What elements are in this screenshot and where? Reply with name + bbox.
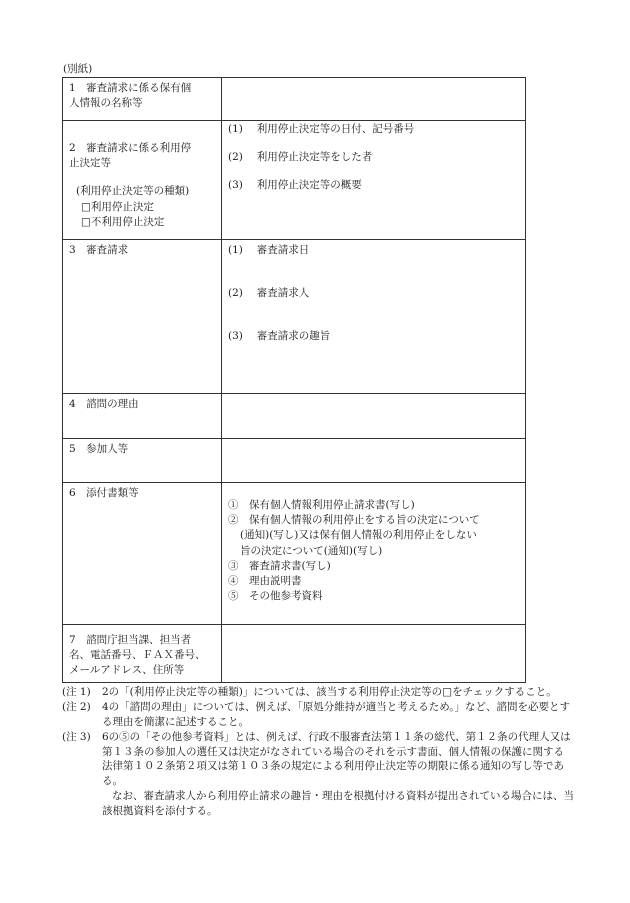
- row-2: [63, 121, 526, 240]
- item-decision-summary: (3) 利用停止決定等の概要: [228, 179, 362, 192]
- attachment-item-4: ④ 理由説明書: [228, 575, 302, 588]
- attachment-item-2: ② 保有個人情報の利用停止をする旨の決定について: [228, 514, 480, 527]
- item-requester: (2) 審査請求人: [228, 287, 310, 300]
- row-6: [63, 483, 526, 625]
- attachment-header: (別紙): [63, 63, 93, 75]
- item-request-purpose: (3) 審査請求の趣旨: [228, 330, 331, 343]
- row-3: [63, 240, 526, 394]
- row-3-content: [222, 240, 526, 394]
- row-7: [63, 625, 526, 683]
- row-4-label: 4 諮問の理由: [63, 394, 222, 439]
- attachment-item-2-cont: (通知)(写し)又は保有個人情報の利用停止をしない: [240, 529, 477, 542]
- row-5-content[interactable]: [222, 439, 526, 483]
- notes-section: [62, 685, 574, 818]
- row-1-label: 1 審査請求に係る保有個 人情報の名称等: [63, 78, 222, 121]
- attachment-item-5: ⑤ その他参考資料: [228, 590, 323, 603]
- attachment-item-2-cont2: 旨の決定について(通知)(写し): [240, 544, 383, 557]
- note-3: (注 3) 6の⑤の「その他参考資料」とは、例えば、行政不服審査法第１１条の総代、第１２条の代理人又は第１３条の参加人の選任又は決定がなされている場合のそれを示す書面、個人情報の保護に関する法律第１０２条第２項又は第１０３条の規定による利用停止決定等の期限に係る通知の写し等である。: [62, 731, 571, 787]
- attachment-item-3: ③ 審査請求書(写し): [228, 559, 331, 572]
- row-3-label: 3 審査請求: [63, 240, 222, 394]
- attachment-item-1: ① 保有個人情報利用停止請求書(写し): [228, 499, 415, 511]
- row-7-label: 7 諮問庁担当課、担当者 名、電話番号、ＦＡＸ番号、 メールアドレス、住所等: [63, 625, 222, 683]
- note-1: (注 1) 2の「(利用停止決定等の種類)」については、該当する利用停止決定等の□をチェックすること。: [62, 686, 557, 698]
- row-6-label: 6 添付書類等: [63, 483, 222, 625]
- row-2-content: [222, 121, 526, 240]
- note-3-additional: なお、審査請求人から利用停止請求の趣旨・理由を根拠付ける資料が提出されている場合には、当該根拠資料を添付する。: [102, 790, 574, 817]
- row-7-content[interactable]: [222, 625, 526, 683]
- row-4-content[interactable]: [222, 394, 526, 439]
- checkbox-suspension-decision[interactable]: □利用停止決定: [81, 200, 154, 213]
- row-1-content[interactable]: [222, 78, 526, 121]
- row-4: [63, 394, 526, 439]
- item-decision-maker: (2) 利用停止決定等をした者: [228, 151, 373, 164]
- row-5: [63, 439, 526, 483]
- note-2: (注 2) 4の「諮問の理由」については、例えば、「原処分維持が適当と考えるため。」など、諮問を必要とする理由を簡潔に記述すること。: [62, 701, 571, 728]
- item-decision-date: (1) 利用停止決定等の日付、記号番号: [228, 123, 415, 135]
- row-1: [63, 78, 526, 121]
- item-request-date: (1) 審査請求日: [228, 244, 310, 256]
- row-6-content: [222, 483, 526, 625]
- row-2-label: 2 審査請求に係る利用停 止決定等 (利用停止決定等の種類) □利用停止決定 □不利用停止決定: [63, 121, 222, 240]
- review-form-table: [62, 77, 526, 683]
- decision-type-heading: (利用停止決定等の種類): [76, 185, 190, 198]
- checkbox-non-suspension-decision[interactable]: □不利用停止決定: [81, 215, 165, 228]
- row-5-label: 5 参加人等: [63, 439, 222, 483]
